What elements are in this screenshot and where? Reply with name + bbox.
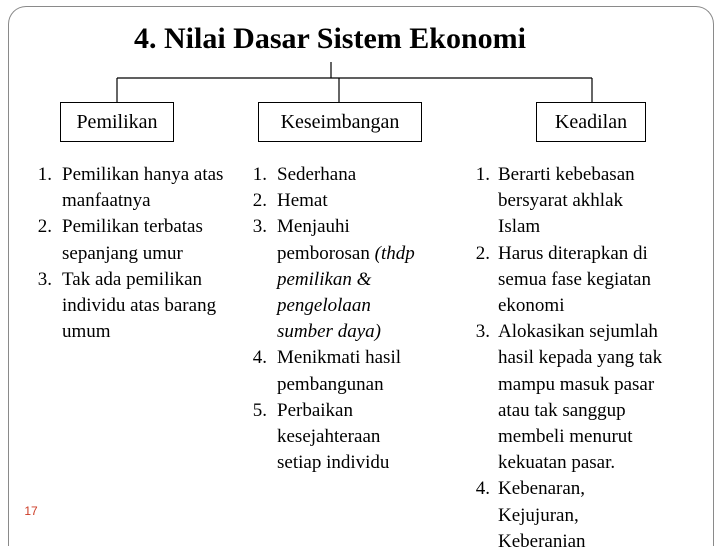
item-line: Tak ada pemilikan <box>62 268 203 290</box>
item-line: Berarti kebebasan <box>498 164 635 185</box>
item-line: Alokasikan sejumlah <box>498 321 658 343</box>
item-line: kesejahteraan <box>277 426 381 448</box>
item-line: Keberanian <box>498 530 586 552</box>
item-line-italic: pengelolaan <box>277 295 371 317</box>
item-line: ekonomi <box>498 295 565 317</box>
item-line: Menjauhi <box>277 216 350 238</box>
list-item <box>460 241 710 320</box>
box-keadilan: Keadilan <box>536 102 646 142</box>
list-item <box>22 214 258 266</box>
item-line: Pemilikan hanya atas <box>62 164 224 185</box>
item-number: 3. <box>37 268 52 290</box>
item-line: Hemat <box>277 190 328 212</box>
item-number: 2. <box>475 242 490 264</box>
item-line-italic: (thdp <box>374 242 415 264</box>
item-number: 1. <box>252 164 267 185</box>
list-item <box>22 162 258 214</box>
item-line-italic: sumber daya) <box>277 321 381 343</box>
item-number: 5. <box>252 399 267 421</box>
list-item <box>237 214 452 345</box>
item-number: 1. <box>37 164 52 185</box>
item-line: setiap individu <box>277 452 390 474</box>
item-line: membeli menurut <box>498 426 633 448</box>
item-line: Perbaikan <box>277 399 353 421</box>
list-keadilan <box>460 162 710 555</box>
list-item <box>237 188 452 214</box>
item-line: bersyarat akhlak <box>498 190 624 212</box>
item-line: atau tak sanggup <box>498 399 626 421</box>
box-keseimbangan: Keseimbangan <box>258 102 422 142</box>
item-line: Islam <box>498 216 541 238</box>
item-number: 4. <box>475 478 490 500</box>
list-item <box>460 162 710 241</box>
item-line: Menikmati hasil <box>277 347 402 369</box>
item-line: manfaatnya <box>62 190 151 212</box>
item-line: Kejujuran, <box>498 504 579 526</box>
item-number: 2. <box>252 190 267 212</box>
box-pemilikan: Pemilikan <box>60 102 174 142</box>
page-number: 17 <box>14 494 48 528</box>
list-item <box>22 267 258 346</box>
list-item <box>237 345 452 397</box>
list-item <box>237 162 452 188</box>
item-line: hasil kepada yang tak <box>498 347 663 369</box>
item-line: umum <box>62 321 111 343</box>
item-number: 4. <box>252 347 267 369</box>
item-line: sepanjang umur <box>62 242 183 264</box>
list-item <box>460 476 710 555</box>
item-line: individu atas barang <box>62 295 217 317</box>
item-line: semua fase kegiatan <box>498 268 651 290</box>
item-line: Kebenaran, <box>498 478 586 500</box>
slide-title: 4. Nilai Dasar Sistem Ekonomi <box>134 22 526 55</box>
list-pemilikan <box>22 162 258 345</box>
item-line: Harus diterapkan di <box>498 242 648 264</box>
item-line: mampu masuk pasar <box>498 373 655 395</box>
list-item <box>460 319 710 476</box>
item-line: kekuatan pasar. <box>498 452 616 474</box>
item-line: pemborosan <box>277 242 375 264</box>
item-number: 3. <box>252 216 267 238</box>
list-item <box>237 398 452 477</box>
item-line-italic: pemilikan & <box>277 268 372 290</box>
list-keseimbangan <box>237 162 452 476</box>
item-number: 3. <box>475 321 490 343</box>
item-line: Pemilikan terbatas <box>62 216 203 238</box>
item-line: Sederhana <box>277 164 357 185</box>
item-line: pembangunan <box>277 373 384 395</box>
item-number: 1. <box>475 164 490 185</box>
item-number: 2. <box>37 216 52 238</box>
